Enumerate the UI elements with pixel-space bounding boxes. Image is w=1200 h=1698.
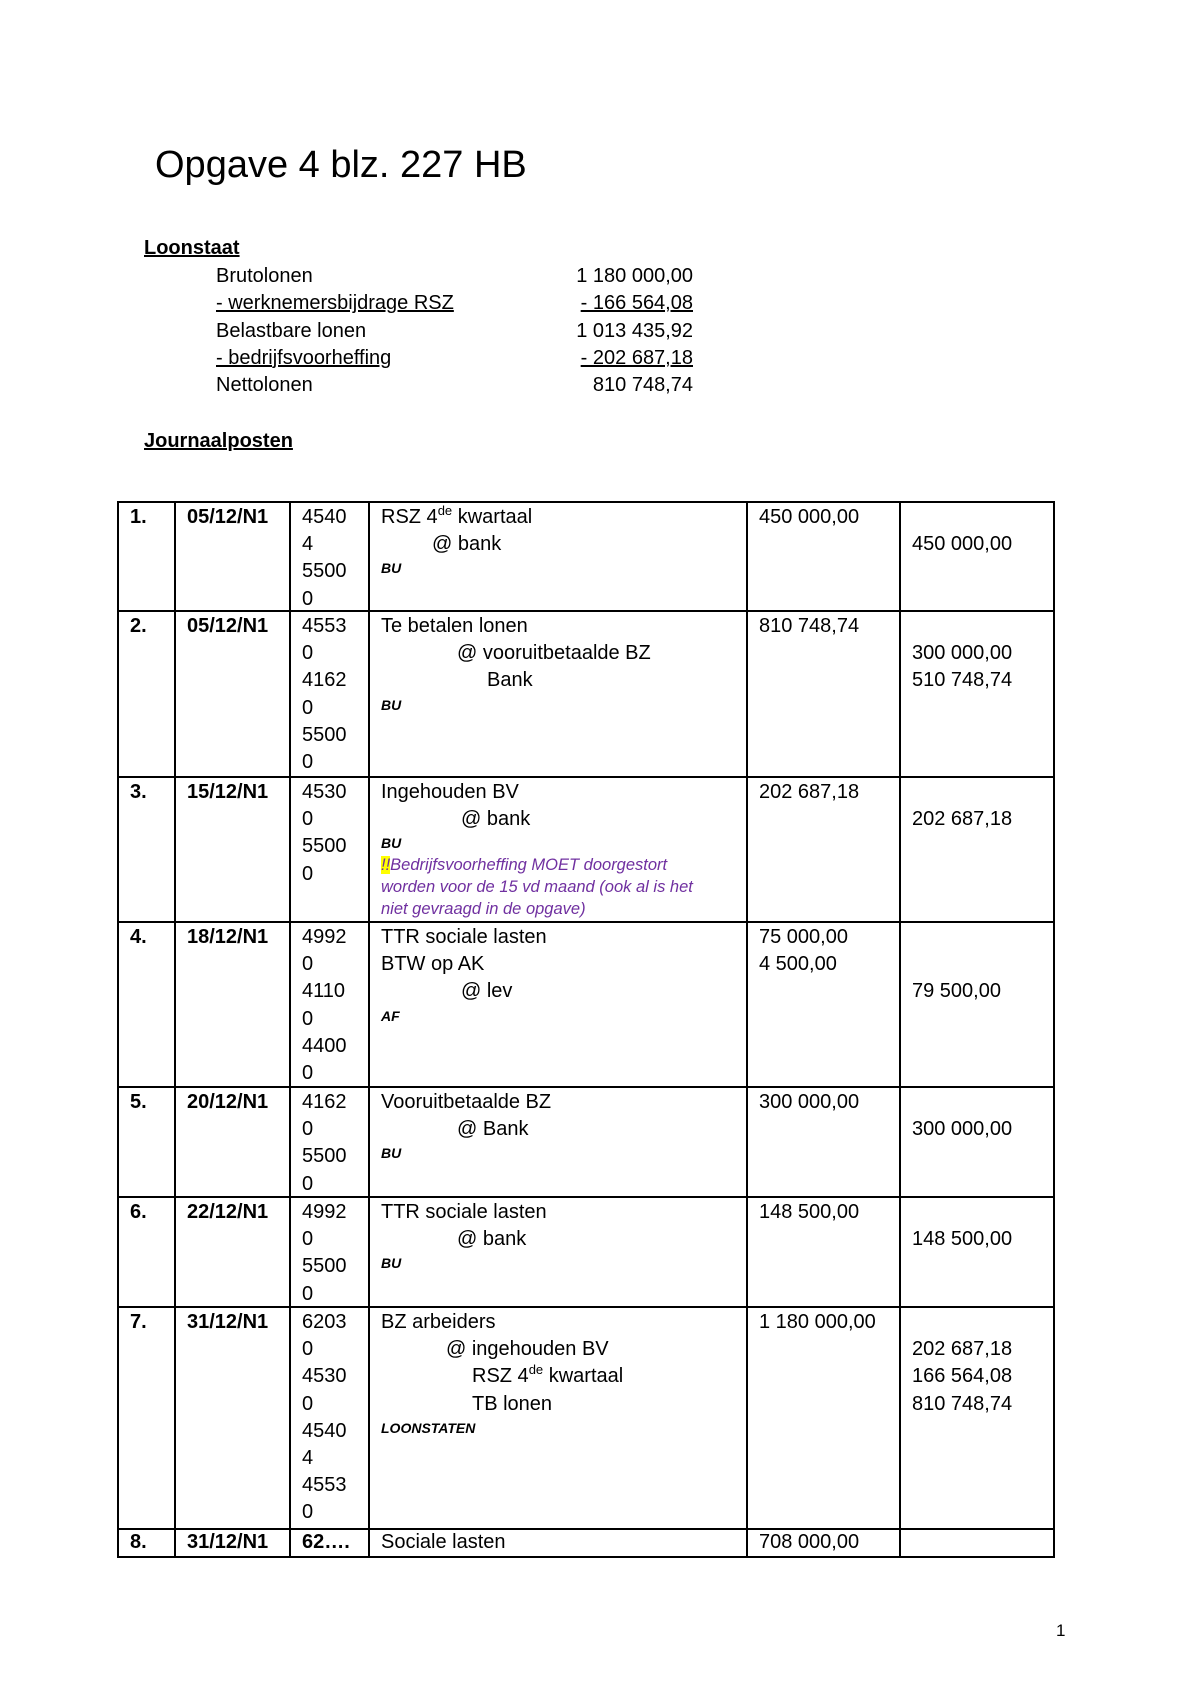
document-code: BU (381, 835, 402, 852)
journal-entry-row (119, 612, 1055, 778)
account-number-line: 0 (302, 1392, 314, 1415)
entry-date: 15/12/N1 (187, 781, 269, 803)
debit-cell (748, 923, 901, 1088)
account-numbers-cell (291, 1198, 370, 1308)
credit-cell (901, 503, 1055, 612)
journal-entry-row (119, 1530, 1055, 1558)
account-number-line: 4553 (302, 1474, 347, 1497)
credit-cell (901, 1198, 1055, 1308)
entry-date: 18/12/N1 (187, 926, 269, 948)
description-text: RSZ 4 (472, 1365, 529, 1388)
description-cell (370, 1198, 748, 1308)
debit-amount: 75 000,00 (759, 926, 848, 948)
account-numbers-cell (291, 503, 370, 612)
loonstaat-row (216, 290, 693, 317)
description-line: Te betalen lonen (381, 615, 528, 637)
account-number-line: 6203 (302, 1311, 347, 1333)
account-number-line: 5500 (302, 1145, 347, 1168)
document-code: BU (381, 1145, 402, 1162)
entry-number: 4. (130, 926, 147, 948)
loonstaat-label: Belastbare lonen (216, 319, 367, 342)
entry-date-cell (176, 503, 291, 612)
description-cell (370, 1088, 748, 1198)
description-line (381, 1363, 746, 1390)
account-number-line: 4992 (302, 1201, 347, 1223)
entry-number-cell (119, 1198, 176, 1308)
description-cell (370, 503, 748, 612)
account-number-line: 4162 (302, 669, 347, 692)
credit-amount: 510 748,74 (912, 669, 1013, 692)
entry-number-cell (119, 1088, 176, 1198)
credit-cell (901, 1308, 1055, 1530)
account-number-line: 5500 (302, 835, 347, 858)
journal-entry-row (119, 1088, 1055, 1198)
account-numbers-cell (291, 1308, 370, 1530)
entry-number-cell (119, 1308, 176, 1530)
credit-amount: 300 000,00 (912, 642, 1013, 665)
description-line: @ bank (457, 1228, 527, 1251)
description-cell (370, 1530, 748, 1558)
credit-cell (901, 612, 1055, 778)
credit-cell (901, 923, 1055, 1088)
loonstaat-row (216, 372, 693, 399)
description-cell (370, 612, 748, 778)
description-line: Sociale lasten (381, 1531, 506, 1553)
entry-number: 7. (130, 1311, 147, 1333)
debit-cell (748, 1088, 901, 1198)
description-line: @ bank (432, 533, 502, 556)
credit-amount: 166 564,08 (912, 1365, 1013, 1388)
document-code: AF (381, 1007, 400, 1024)
description-line: @ ingehouden BV (446, 1338, 609, 1361)
entry-date-cell (176, 612, 291, 778)
description-line: BTW op AK (381, 953, 485, 976)
entry-date: 05/12/N1 (187, 615, 269, 637)
loonstaat-table (216, 263, 693, 399)
description-cell (370, 778, 748, 923)
loonstaat-heading: Loonstaat (144, 237, 240, 259)
credit-cell (901, 778, 1055, 923)
account-number-line: 0 (302, 696, 314, 719)
note-line: niet gevraagd in de opgave) (381, 900, 586, 919)
credit-amount: 300 000,00 (912, 1118, 1013, 1141)
journal-entry-row (119, 923, 1055, 1088)
account-number-line: 4 (302, 533, 314, 556)
debit-cell (748, 612, 901, 778)
debit-cell (748, 1198, 901, 1308)
account-number-line: 0 (302, 1062, 314, 1085)
journal-entry-row (119, 1308, 1055, 1530)
account-number-line: 0 (302, 953, 314, 976)
account-numbers-cell (291, 778, 370, 923)
entry-number: 1. (130, 506, 147, 528)
entry-number: 2. (130, 615, 147, 637)
credit-amount: 202 687,18 (912, 808, 1013, 831)
entry-date: 20/12/N1 (187, 1091, 269, 1113)
entry-date-cell (176, 1088, 291, 1198)
loonstaat-value: - 202 687,18 (580, 346, 693, 369)
loonstaat-value: 1 180 000,00 (576, 265, 693, 287)
debit-amount: 148 500,00 (759, 1201, 860, 1223)
loonstaat-value: 810 748,74 (592, 374, 693, 397)
account-number-line: 0 (302, 862, 314, 885)
description-line: @ bank (461, 808, 531, 831)
loonstaat-row (216, 345, 693, 372)
journal-table (117, 501, 1055, 1558)
account-numbers-cell (291, 923, 370, 1088)
note-text: Bedrijfsvoorheffing MOET doorgestort (390, 856, 668, 875)
entry-date: 22/12/N1 (187, 1201, 269, 1223)
credit-amount: 79 500,00 (912, 980, 1001, 1003)
description-line: @ lev (461, 980, 513, 1003)
page-title: Opgave 4 blz. 227 HB (155, 144, 527, 186)
debit-amount: 300 000,00 (759, 1091, 860, 1113)
account-number-line: 0 (302, 1118, 314, 1141)
entry-date: 31/12/N1 (187, 1311, 269, 1333)
entry-date-cell (176, 1198, 291, 1308)
document-code: BU (381, 1255, 402, 1272)
debit-amount: 810 748,74 (759, 615, 860, 637)
entry-date: 31/12/N1 (187, 1531, 269, 1553)
description-line: TTR sociale lasten (381, 926, 547, 948)
account-number-line: 0 (302, 1172, 314, 1195)
entry-number: 5. (130, 1091, 147, 1113)
account-number-line: 0 (302, 1501, 314, 1524)
entry-date-cell (176, 1530, 291, 1558)
debit-amount: 1 180 000,00 (759, 1311, 876, 1333)
entry-number-cell (119, 923, 176, 1088)
debit-cell (748, 1530, 901, 1558)
loonstaat-label: - bedrijfsvoorheffing (216, 346, 392, 369)
entry-number-cell (119, 503, 176, 612)
description-line: @ Bank (457, 1118, 529, 1141)
entry-number: 3. (130, 781, 147, 803)
journal-entry-row (119, 778, 1055, 923)
account-number-line: 5500 (302, 560, 347, 583)
entry-date-cell (176, 1308, 291, 1530)
description-line: BZ arbeiders (381, 1311, 496, 1333)
description-text: kwartaal (452, 506, 533, 528)
account-number-line: 4530 (302, 1365, 347, 1388)
loonstaat-row (216, 318, 693, 345)
description-text: kwartaal (543, 1365, 624, 1388)
account-number-line: 0 (302, 751, 314, 774)
account-number-line: 4400 (302, 1034, 347, 1057)
superscript-text: de (437, 503, 453, 518)
journal-entry-row (119, 503, 1055, 612)
account-number-line: 0 (302, 587, 314, 610)
description-line: TTR sociale lasten (381, 1201, 547, 1223)
debit-amount: 450 000,00 (759, 506, 860, 528)
credit-amount: 810 748,74 (912, 1392, 1013, 1415)
account-number-line: 4992 (302, 926, 347, 948)
document-code: BU (381, 696, 402, 713)
page-number: 1 (1056, 1621, 1066, 1640)
account-number-line: 0 (302, 1338, 314, 1361)
loonstaat-value: 1 013 435,92 (576, 319, 693, 342)
account-number-line: 5500 (302, 1255, 347, 1278)
description-line (381, 504, 746, 531)
debit-amount: 202 687,18 (759, 781, 860, 803)
note-line (381, 854, 746, 876)
account-number-line: 4 (302, 1447, 314, 1470)
loonstaat-label: Nettolonen (216, 374, 313, 397)
debit-cell (748, 1308, 901, 1530)
credit-amount: 202 687,18 (912, 1338, 1013, 1361)
journal-entry-row (119, 1198, 1055, 1308)
account-number-line: 4162 (302, 1091, 347, 1113)
note-line: worden voor de 15 vd maand (ook al is het (381, 878, 693, 897)
debit-cell (748, 503, 901, 612)
description-line: Ingehouden BV (381, 781, 519, 803)
account-numbers-cell (291, 1088, 370, 1198)
account-number-line: 0 (302, 1228, 314, 1251)
credit-amount: 148 500,00 (912, 1228, 1013, 1251)
credit-cell (901, 1530, 1055, 1558)
description-text: RSZ 4 (381, 506, 438, 528)
account-number-line: 4110 (302, 980, 346, 1003)
account-numbers-cell (291, 612, 370, 778)
entry-number: 8. (130, 1531, 147, 1553)
document-code: BU (381, 560, 402, 577)
description-line: TB lonen (472, 1392, 553, 1415)
debit-amount: 4 500,00 (759, 953, 837, 976)
journaalposten-heading: Journaalposten (144, 430, 293, 452)
entry-date: 05/12/N1 (187, 506, 269, 528)
loonstaat-label: - werknemersbijdrage RSZ (216, 292, 454, 315)
account-number-line: 4553 (302, 615, 347, 637)
debit-cell (748, 778, 901, 923)
entry-date-cell (176, 923, 291, 1088)
superscript-text: de (528, 1362, 544, 1378)
note-highlight-mark: !! (381, 856, 391, 875)
account-number-line: 4540 (302, 1419, 347, 1442)
entry-number-cell (119, 778, 176, 923)
description-line: Vooruitbetaalde BZ (381, 1091, 552, 1113)
loonstaat-value: - 166 564,08 (580, 292, 693, 315)
document-code: LOONSTATEN (381, 1419, 476, 1436)
account-numbers-cell (291, 1530, 370, 1558)
description-line: @ vooruitbetaalde BZ (457, 642, 651, 665)
account-number-line: 4540 (302, 506, 347, 528)
account-number-line: 0 (302, 1282, 314, 1305)
account-number-line: 0 (302, 1007, 314, 1030)
description-line: Bank (487, 669, 533, 692)
entry-number-cell (119, 1530, 176, 1558)
account-number-line: 5500 (302, 723, 347, 746)
account-number-line: 0 (302, 642, 314, 665)
account-number-line: 62…. (302, 1531, 350, 1553)
entry-date-cell (176, 778, 291, 923)
credit-amount: 450 000,00 (912, 533, 1013, 556)
debit-amount: 708 000,00 (759, 1531, 860, 1553)
loonstaat-row (216, 263, 693, 290)
description-cell (370, 1308, 748, 1530)
description-cell (370, 923, 748, 1088)
account-number-line: 4530 (302, 781, 347, 803)
credit-cell (901, 1088, 1055, 1198)
entry-number-cell (119, 612, 176, 778)
account-number-line: 0 (302, 808, 314, 831)
entry-number: 6. (130, 1201, 147, 1223)
loonstaat-label: Brutolonen (216, 265, 313, 287)
